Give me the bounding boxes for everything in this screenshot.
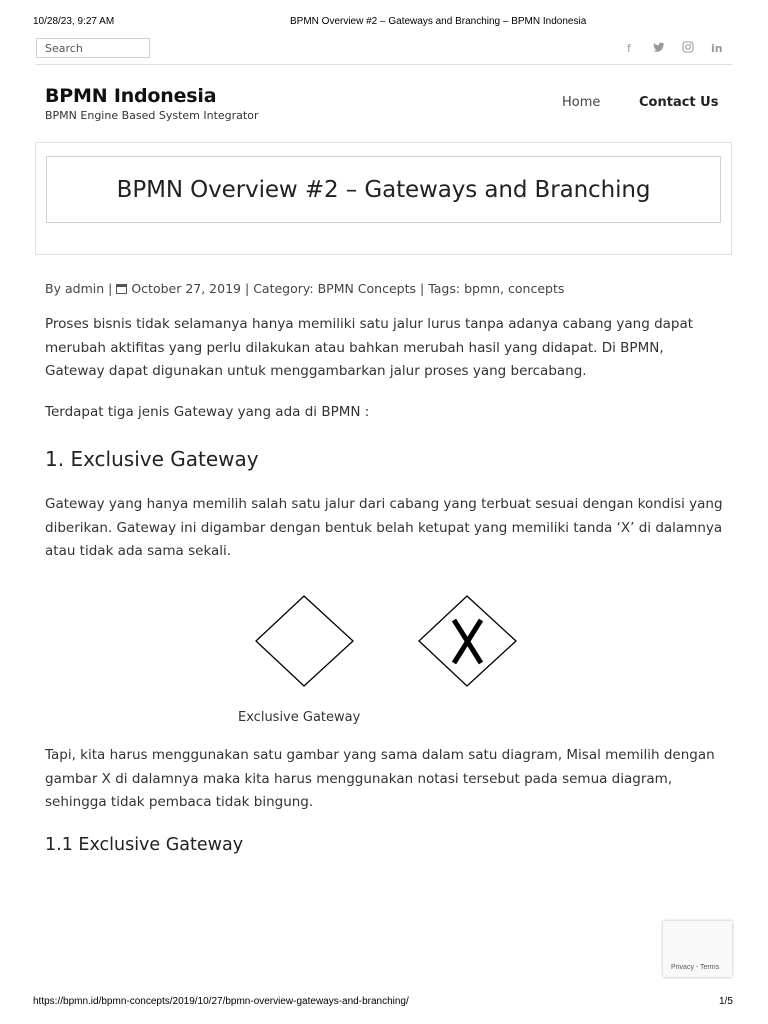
gateway-figure [254, 594, 519, 694]
meta-by: By [45, 281, 61, 296]
print-doc-title: BPMN Overview #2 – Gateways and Branching – BPMN Indonesia [290, 16, 587, 27]
search-input[interactable]: Search [36, 38, 150, 58]
twitter-icon[interactable] [653, 42, 665, 56]
recaptcha-badge[interactable] [663, 921, 732, 977]
paragraph-gateway-types: Terdapat tiga jenis Gateway yang ada di BPMN : [45, 404, 370, 420]
meta-tag-link[interactable]: bpmn [464, 281, 501, 296]
meta-separator: | [420, 281, 425, 296]
meta-tag-link[interactable]: concepts [508, 281, 565, 296]
subheading-exclusive-gateway: 1.1 Exclusive Gateway [45, 835, 244, 855]
paragraph-exclusive-desc: Gateway yang hanya memilih salah satu jalur dari cabang yang terbuat sesuai dengan kondisi yang diberikan. Gateway ini digambar dengan bentuk belah ketupat yang memiliki tanda ‘X’ di dalamnya atau tidak ada sama sekali. [45, 496, 723, 559]
print-page-number: 1/5 [719, 996, 733, 1007]
meta-separator: | [108, 281, 113, 296]
print-datetime: 10/28/23, 9:27 AM [33, 16, 115, 27]
recaptcha-privacy-terms[interactable]: Privacy - Terms [671, 964, 720, 971]
post-title-box [46, 156, 721, 223]
empty-gateway-shape [256, 596, 353, 686]
print-url: https://bpmn.id/bpmn-concepts/2019/10/27/bpmn-overview-gateways-and-branching/ [33, 996, 409, 1007]
meta-category-label: Category: [253, 281, 314, 296]
paragraph-notation: Tapi, kita harus menggunakan satu gambar yang sama dalam satu diagram, Misal memilih dengan gambar X di dalamnya maka kita harus menggunakan notasi tersebut pada semua diagram, sehingga tidak pembaca tidak bingung. [45, 747, 715, 810]
meta-date[interactable]: October 27, 2019 [131, 281, 241, 296]
site-title[interactable]: BPMN Indonesia [45, 85, 217, 107]
site-tagline: BPMN Engine Based System Integrator [45, 109, 259, 122]
heading-exclusive-gateway: 1. Exclusive Gateway [45, 447, 259, 471]
meta-category-link[interactable]: BPMN Concepts [317, 281, 417, 296]
meta-tags-label: Tags: [428, 281, 461, 296]
paragraph-intro: Proses bisnis tidak selamanya hanya memiliki satu jalur lurus tanpa adanya cabang yang dapat merubah aktifitas yang perlu dilakukan atau bahkan merubah hasil yang didapat. Di BPMN, Gateway dapat digunakan untuk menggambarkan jalur proses yang bercabang. [45, 316, 694, 379]
meta-author-link[interactable]: admin [64, 281, 105, 296]
nav-home-link[interactable]: Home [562, 95, 601, 110]
post-title: BPMN Overview #2 – Gateways and Branching [116, 176, 651, 203]
nav-contact-link[interactable]: Contact Us [639, 95, 719, 110]
header-divider [36, 64, 732, 65]
calendar-icon [116, 284, 127, 294]
linkedin-icon[interactable]: in [711, 42, 723, 55]
meta-separator: | [244, 281, 250, 296]
facebook-icon[interactable]: f [627, 42, 631, 55]
gateway-diagram [254, 594, 519, 690]
instagram-icon[interactable] [682, 41, 694, 56]
post-meta: By admin | October 27, 2019 | Category: BPMN Concepts | Tags: bpmn, concepts [45, 281, 565, 296]
figure-caption: Exclusive Gateway [238, 710, 361, 725]
